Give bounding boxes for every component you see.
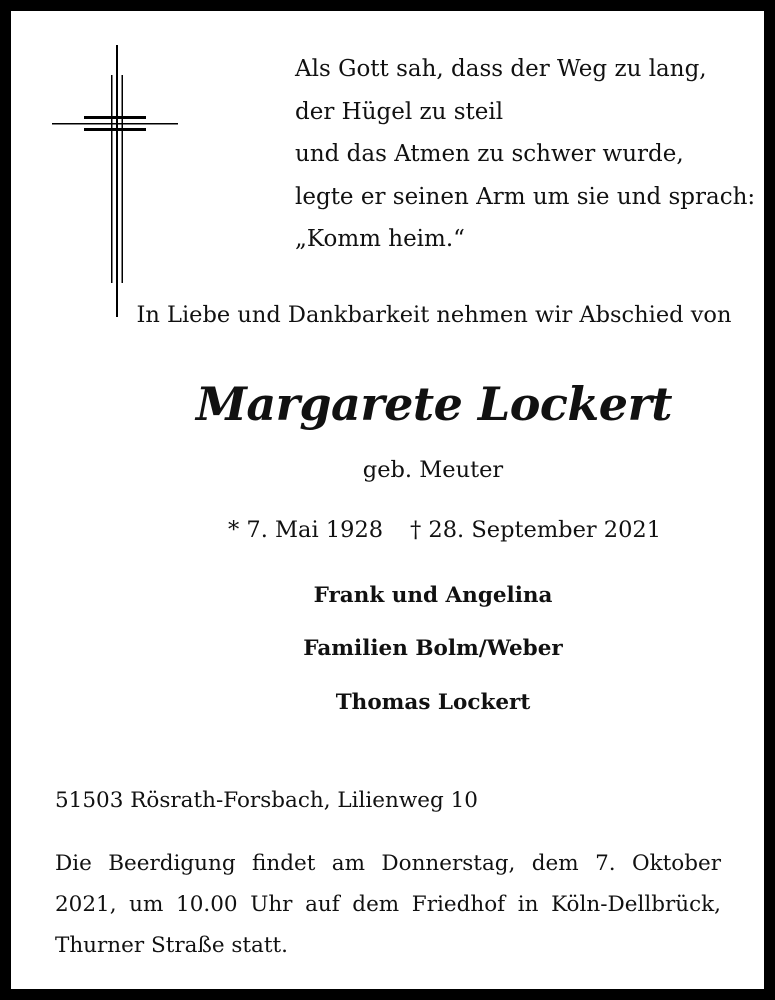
birth-date: * 7. Mai 1928 xyxy=(228,517,384,543)
poem-line: der Hügel zu steil xyxy=(295,98,504,125)
farewell-line: In Liebe und Dankbarkeit nehmen wir Abschied von xyxy=(136,302,732,328)
poem xyxy=(295,48,756,261)
poem-line: legte er seinen Arm um sie und sprach: xyxy=(295,183,756,210)
deceased-name: Margarete Lockert xyxy=(195,377,673,431)
address: 51503 Rösrath-Forsbach, Lilienweg 10 xyxy=(55,788,478,813)
death-date: † 28. September 2021 xyxy=(410,517,662,543)
poem-line: „Komm heim.“ xyxy=(295,226,465,252)
poem-line: und das Atmen zu schwer wurde, xyxy=(295,141,684,167)
birth-name: geb. Meuter xyxy=(362,457,504,483)
cross-icon xyxy=(52,45,178,317)
mourner-name: Thomas Lockert xyxy=(335,690,531,715)
poem-line: Als Gott sah, dass der Weg zu lang, xyxy=(295,56,707,82)
mourner-name: Familien Bolm/Weber xyxy=(303,636,563,661)
funeral-notice: Die Beerdigung findet am Donnerstag, dem 7. Oktober 2021, um 10.00 Uhr auf dem Friedhof in Köln-Dellbrück, Thurner Straße statt. xyxy=(55,851,721,958)
mourner-name: Frank und Angelina xyxy=(313,583,553,608)
